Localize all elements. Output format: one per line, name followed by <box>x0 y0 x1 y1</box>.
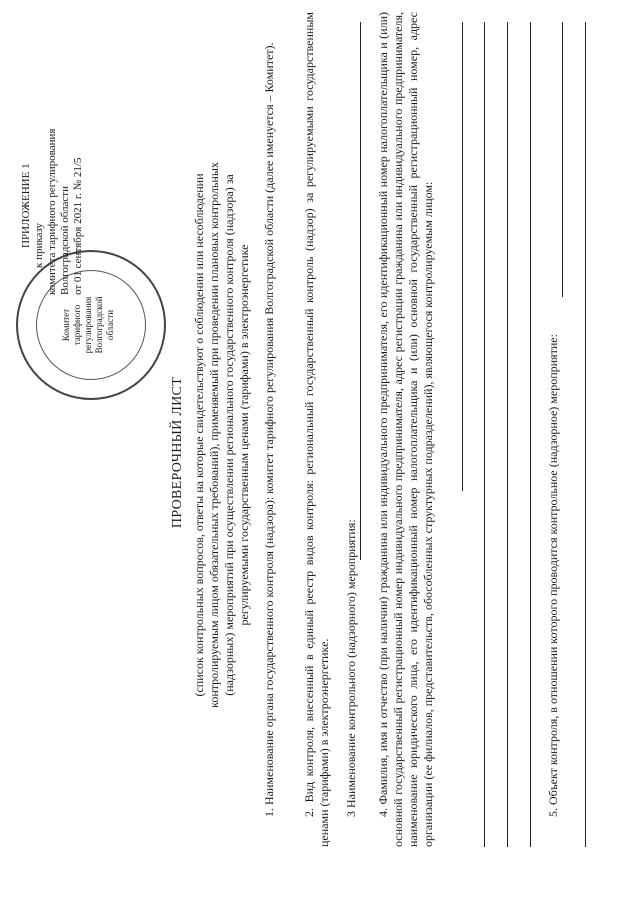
item-5-fill-line <box>562 22 563 297</box>
item-4-fill-line <box>507 22 508 847</box>
item-1 <box>262 12 277 847</box>
seal-text-line: области <box>105 309 115 341</box>
appendix-line: к приказу <box>33 222 45 268</box>
appendix-block <box>20 25 85 295</box>
item-2 <box>302 12 332 847</box>
item-3-fill-line <box>360 22 361 560</box>
seal-text-line: тарифного <box>72 304 82 346</box>
item-3-text: 3 Наименование контрольного (надзорного) мероприятия: <box>344 519 358 817</box>
item-5 <box>546 12 561 847</box>
document-title: ПРОВЕРОЧНЫЙ ЛИСТ <box>170 376 185 529</box>
item-4 <box>376 12 436 847</box>
seal-text-line: регулирования <box>83 296 93 354</box>
seal-text-line: Волгоградской <box>94 296 104 354</box>
item-5-text: 5. Объект контроля, в отношении которого проводится контрольное (надзорное) мероприятие: <box>546 334 560 817</box>
item-2-text: 2. Вид контроля, внесенный в единый реестр видов контроля: региональный государственный контроль (надзор) за регулируемыми государственным ценами (тарифами) в электроэнергетике. <box>302 12 331 847</box>
item-5-fill-line <box>585 22 586 847</box>
appendix-line: комитета тарифного регулирования <box>46 128 58 295</box>
item-4-text: 4. Фамилия, имя и отчество (при наличии) гражданина или индивидуального предпринимателя, его идентификационный номер налогоплательщика и (или) основной государственный регистрационный номер индивидуального предпринимателя, адрес регистрации гражданина или индивидуального предпринимателя, наименование юридического лица, его идентификационный номер налогоплательщика и (или) основной государственный регистрационный номер, адрес организации (ее филиалов, представительств, обособленных структурных подразделений), являющегося контролируемым лицом: <box>376 12 435 847</box>
item-1-text: 1. Наименование органа государственного контроля (надзора): комитет тарифного регулирования Волгоградской области (далее именуется – Комитет). <box>262 42 276 817</box>
item-3 <box>344 12 359 847</box>
seal-text-line: Комитет <box>61 308 71 342</box>
appendix-line: Волгоградской области <box>59 186 71 295</box>
item-4-fill-line <box>484 22 485 847</box>
appendix-title: ПРИЛОЖЕНИЕ 1 <box>20 163 32 248</box>
item-4-fill-line <box>462 22 463 491</box>
document-subtitle: (список контрольных вопросов, ответы на которые свидетельствуют о соблюдении или несоблюдении контролируемым лицом обязательных требований), применяемый при проведении плановых контрольных (надзорных) мероприятий при осуществлении регионального государственного контроля (надзора) за регулируемыми государственным ценами (тарифами) в электроэнергетике <box>192 162 251 708</box>
item-4-fill-line <box>530 22 531 847</box>
appendix-line: от 01 сентября 2021 г. № 21/5 <box>72 157 84 295</box>
